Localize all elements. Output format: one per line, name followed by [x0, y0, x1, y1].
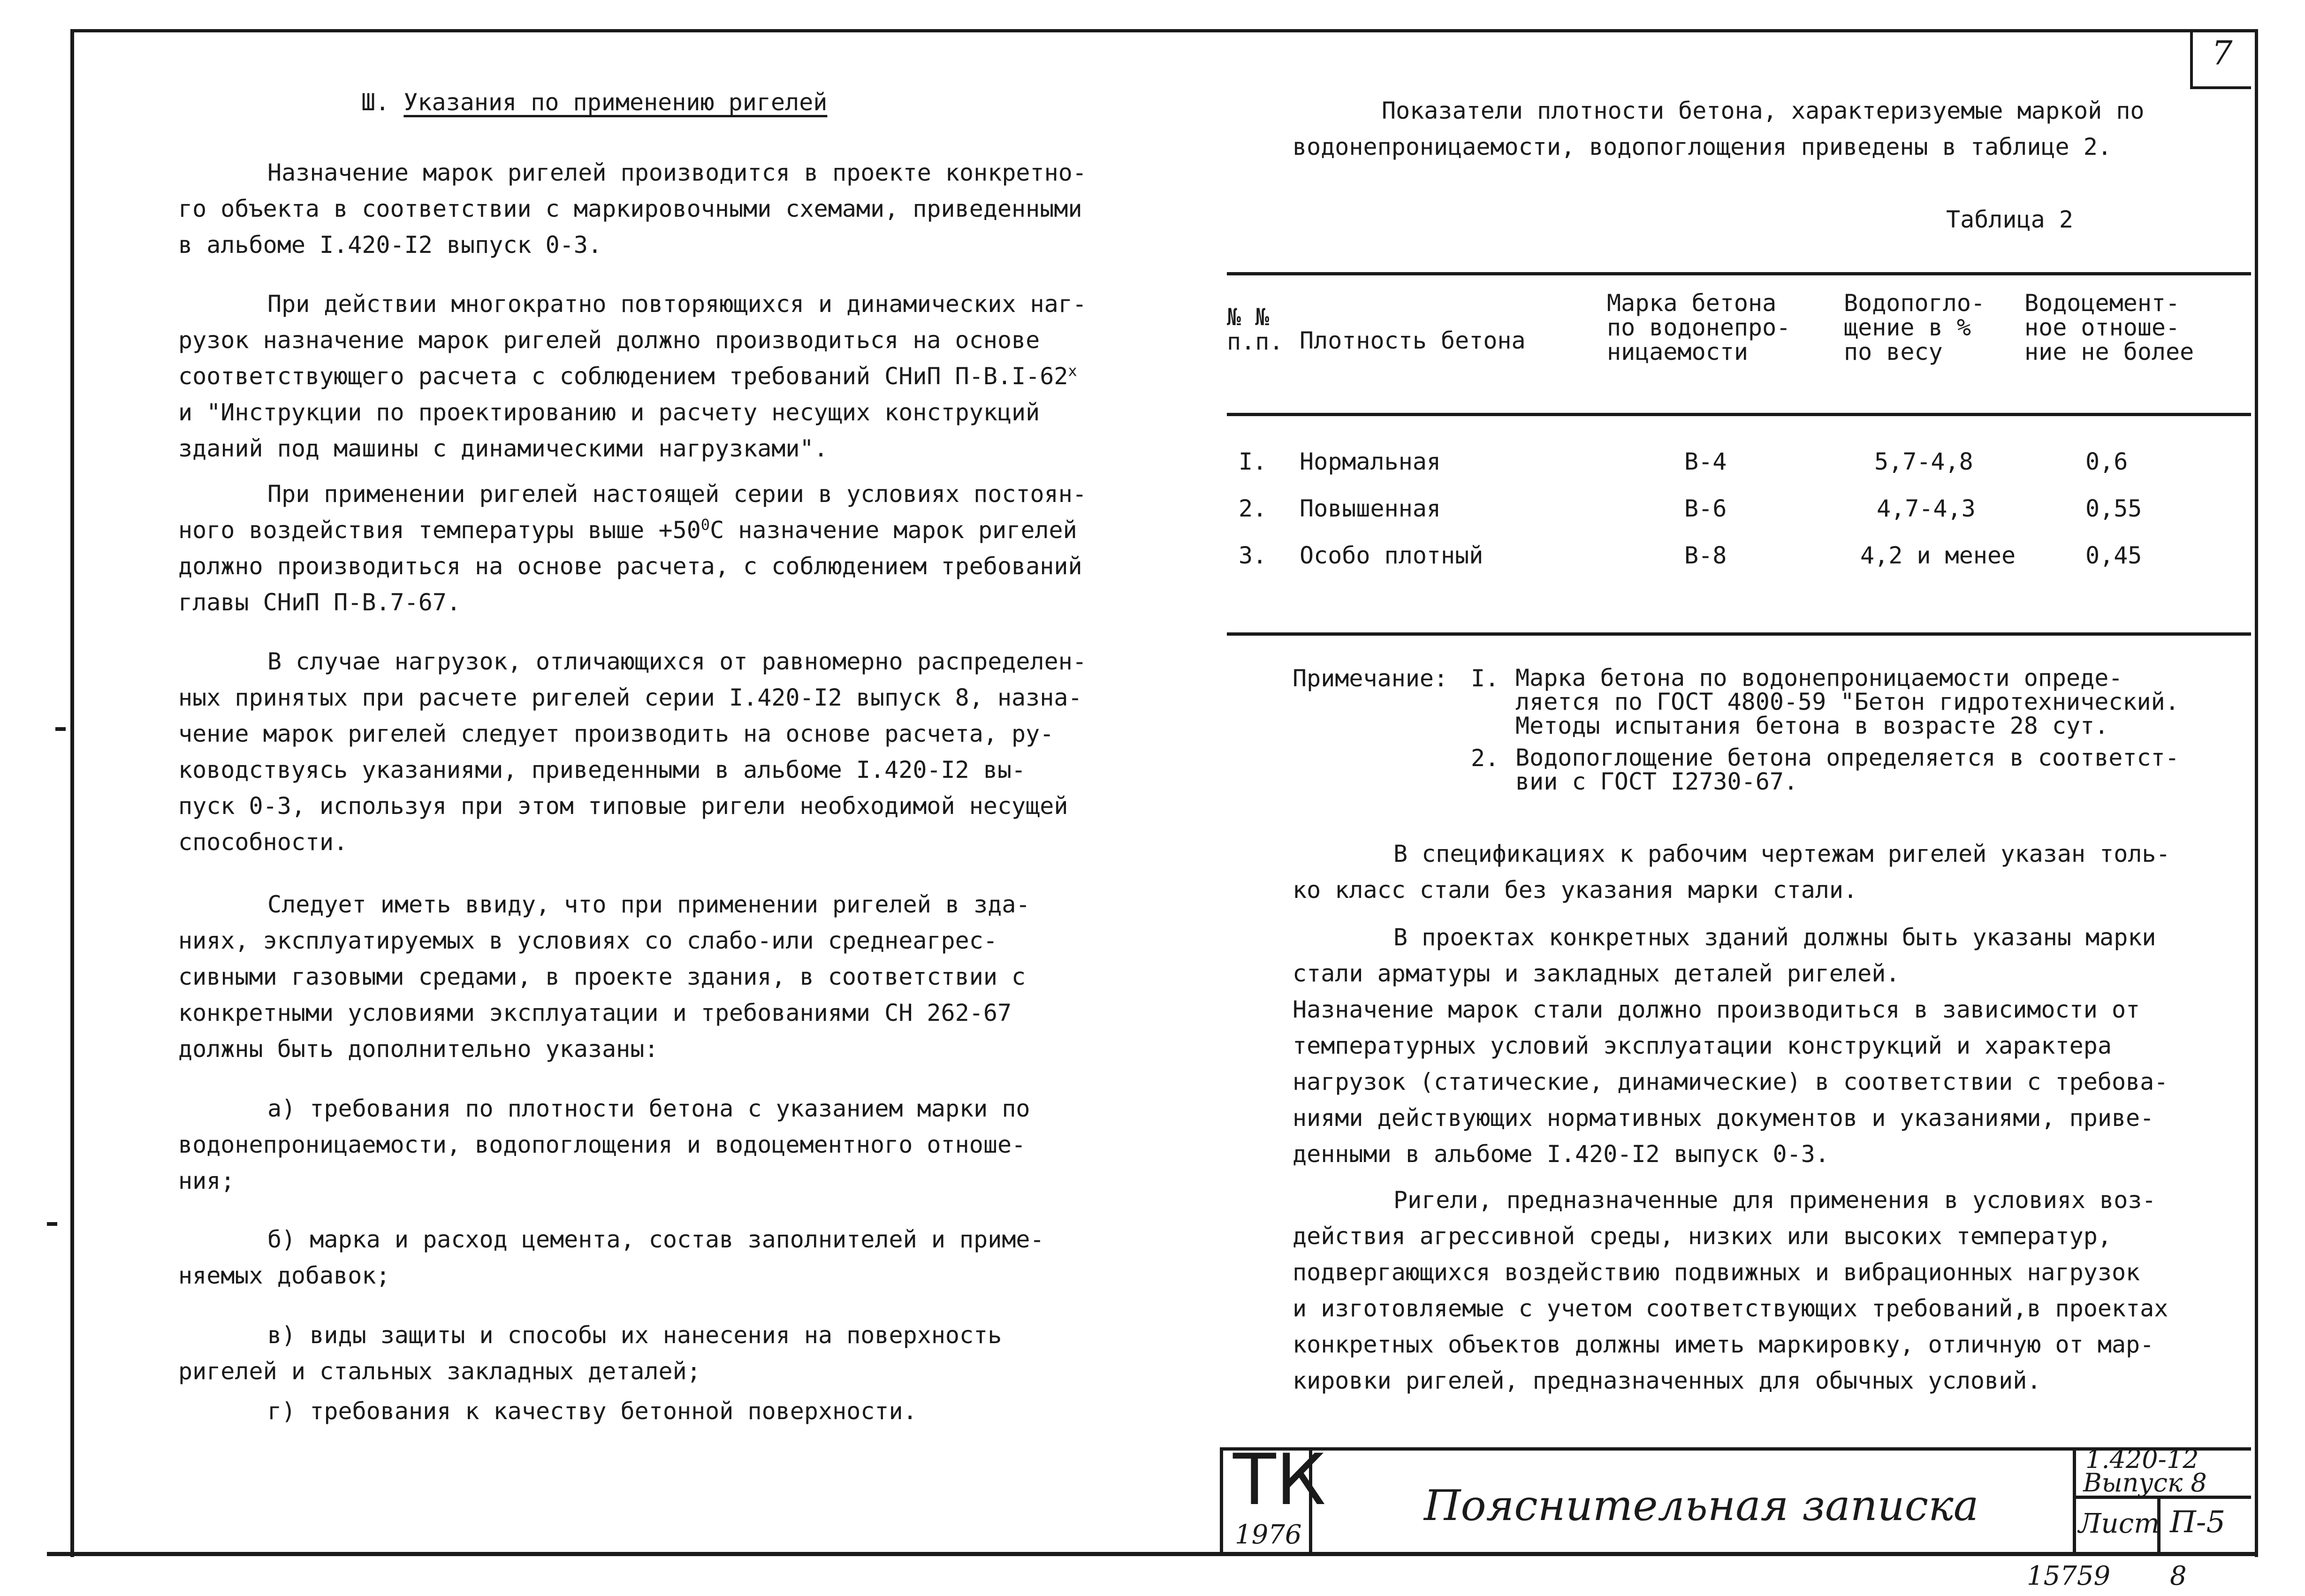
text-line: Следует иметь ввиду, что при применении ригелей в зда- [267, 891, 1030, 918]
text-line: ководствуясь указаниями, приведенными в альбоме I.420-I2 вы- [178, 756, 1026, 783]
cell-num: I. [1239, 448, 1267, 475]
paragraph-marking [178, 155, 1087, 263]
note-2: Водопоглощение бетона определяется в соответст- вии с ГОСТ I2730-67. [1515, 744, 2179, 795]
list-item-v [178, 1317, 1002, 1390]
paragraph-special-girders [1293, 1182, 2168, 1399]
text-line: а) требования по плотности бетона с указанием марки по [267, 1095, 1030, 1122]
text-line: в альбоме I.420-I2 выпуск 0-3. [178, 231, 602, 258]
text-line: конкретных объектов должны иметь маркировку, отличную от мар- [1293, 1331, 2154, 1358]
text-line: ниями действующих нормативных документов и указаниями, приве- [1293, 1104, 2154, 1132]
text-line: Показатели плотности бетона, характеризуемые маркой по [1382, 97, 2145, 124]
text-line: пуск 0-3, используя при этом типовые ригели необходимой несущей [178, 792, 1068, 820]
note-label: Примечание: [1293, 665, 1448, 692]
header-ratio: Водоцемент- ное отноше- ние не более [2024, 289, 2194, 365]
header-num: № № п.п. [1227, 304, 1284, 355]
paragraph-steel-grades [1293, 920, 2168, 1172]
text-line: При действии многократно повторяющихся и динамических наг- [267, 290, 1087, 318]
paragraph-dynamic-loads [178, 286, 1087, 467]
stamp-year: 1976 [1235, 1520, 1302, 1550]
series-number: 1.420-12 [2085, 1444, 2199, 1474]
text-line: няемых добавок; [178, 1262, 390, 1289]
cell-grade: В-8 [1684, 542, 1727, 569]
paragraph-specifications [1293, 836, 2170, 908]
list-item-g [178, 1393, 917, 1429]
text-line: В спецификациях к рабочим чертежам ригелей указан толь- [1393, 840, 2170, 867]
cell-num: 2. [1239, 495, 1267, 522]
cell-grade: В-6 [1684, 495, 1727, 522]
paragraph-aggressive-media [178, 887, 1030, 1067]
paragraph-temperature [178, 476, 1087, 621]
list-item-a [178, 1091, 1030, 1199]
margin-tick [55, 727, 66, 731]
cell-density: Особо плотный [1300, 542, 1483, 569]
table-header-rule [1227, 413, 2251, 416]
note-1: Марка бетона по водонепроницаемости опреде- ляется по ГОСТ 4800-59 "Бетон гидротехнический. Методы испытания бетона в возрасте 28 сут. [1515, 664, 2179, 739]
text-line: водонепроницаемости, водопоглощения и водоцементного отноше- [178, 1131, 1026, 1158]
text-line: должно производиться на основе расчета, с соблюдением требований [178, 553, 1082, 580]
text-line: и изготовляемые с учетом соответствующих требований,в проектах [1293, 1295, 2168, 1322]
paragraph-nonuniform-loads [178, 644, 1087, 860]
text-line: рузок назначение марок ригелей должно производиться на основе [178, 327, 1040, 354]
logo: ТК [1233, 1439, 1326, 1521]
text-line: г) требования к качеству бетонной поверхности. [267, 1398, 917, 1425]
text-line: нагрузок (статические, динамические) в соответствии с требова- [1293, 1068, 2168, 1095]
text-line: денными в альбоме I.420-I2 выпуск 0-3. [1293, 1140, 1829, 1168]
text-line: действия агрессивной среды, низких или высоких температур, [1293, 1223, 2112, 1250]
text-line: б) марка и расход цемента, состав заполнителей и приме- [267, 1226, 1044, 1253]
text-line: в) виды защиты и способы их нанесения на поверхность [267, 1322, 1002, 1349]
text-line: должны быть дополнительно указаны: [178, 1035, 659, 1063]
text-line: главы СНиП П-В.7-67. [178, 589, 461, 616]
cell-grade: В-4 [1684, 448, 1727, 475]
cell-ratio: 0,55 [2085, 495, 2142, 522]
text-line: го объекта в соответствии с маркировочными схемами, приведенными [178, 195, 1082, 222]
text-line: соответствующего расчета с соблюдением требований СНиП П-В.I-62$^x$ [178, 362, 1077, 390]
text-line: Назначение марок ригелей производится в проекте конкретно- [267, 159, 1087, 186]
table-bottom-rule [1227, 632, 2251, 636]
text-line: В проектах конкретных зданий должны быть указаны марки [1393, 924, 2156, 951]
section-heading [361, 84, 827, 121]
text-line: Назначение марок стали должно производиться в зависимости от [1293, 996, 2140, 1023]
sheet-number: 7 [2212, 34, 2233, 72]
text-line: ко класс стали без указания марки стали. [1293, 876, 1858, 904]
sheet-code: П-5 [2170, 1505, 2226, 1540]
text-line: ригелей и стальных закладных деталей; [178, 1358, 701, 1385]
note-number: 2. [1471, 745, 1499, 772]
text-line: водонепроницаемости, водопоглощения приведены в таблице 2. [1293, 133, 2112, 160]
header-density: Плотность бетона [1300, 327, 1526, 354]
text-line: подвергающихся воздействию подвижных и вибрационных нагрузок [1293, 1259, 2140, 1286]
series-divider-line [2073, 1447, 2076, 1554]
text-line: При применении ригелей настоящей серии в условиях постоян- [267, 480, 1087, 508]
text-line: и "Инструкции по проектированию и расчету несущих конструкций [178, 399, 1040, 426]
margin-tick [47, 1222, 57, 1226]
section-number: Ш. [361, 89, 390, 116]
text-line: температурных условий эксплуатации конструкций и характера [1293, 1032, 2112, 1059]
cell-ratio: 0,45 [2085, 542, 2142, 569]
cell-absorption: 5,7-4,8 [1874, 448, 1973, 475]
text-line: чение марок ригелей следует производить на основе расчета, ру- [178, 720, 1054, 747]
text-line: сивными газовыми средами, в проекте здания, в соответствии с [178, 963, 1026, 990]
page-number: 8 [2170, 1561, 2187, 1591]
cell-absorption: 4,7-4,3 [1877, 495, 1976, 522]
text-line: ниях, эксплуатируемых в условиях со слабо-или среднеагрес- [178, 927, 997, 954]
issue-number: Выпуск 8 [2083, 1468, 2207, 1497]
cell-num: 3. [1239, 542, 1267, 569]
text-line: ния; [178, 1167, 235, 1194]
text-line: зданий под машины с динамическими нагрузками". [178, 435, 828, 462]
text-line: ных принятых при расчете ригелей серии I.420-I2 выпуск 8, назна- [178, 684, 1082, 711]
section-title: Указания по применению ригелей [403, 89, 828, 116]
text-line: ного воздействия температуры выше $+50^0С$ назначение марок ригелей [178, 516, 1077, 544]
header-absorption: Водопогло- щение в % по весу [1844, 289, 1985, 365]
text-line: стали арматуры и закладных деталей ригелей. [1293, 960, 1900, 987]
header-grade: Марка бетона по водонепро- ницаемости [1607, 289, 1791, 365]
table-caption: Таблица 2 [1946, 206, 2073, 233]
cell-ratio: 0,6 [2085, 448, 2128, 475]
bottom-border-line [47, 1552, 2257, 1556]
cell-absorption: 4,2 и менее [1860, 542, 2016, 569]
cell-density: Повышенная [1300, 495, 1441, 522]
text-line: способности. [178, 828, 348, 856]
text-line: кировки ригелей, предназначенных для обычных условий. [1293, 1367, 2041, 1394]
list-item-b [178, 1222, 1044, 1294]
table-top-rule [1227, 272, 2251, 275]
sheet-label: Лист [2078, 1507, 2160, 1539]
note-number: I. [1471, 665, 1499, 692]
document-title: Пояснительная записка [1424, 1481, 1979, 1530]
title-block-left-line [1220, 1447, 1223, 1554]
text-line: конкретными условиями эксплуатации и требованиями СН 262-67 [178, 999, 1012, 1026]
table-intro [1293, 93, 2145, 165]
inventory-number: 15759 [2027, 1561, 2111, 1591]
cell-density: Нормальная [1300, 448, 1441, 475]
text-line: Ригели, предназначенные для применения в условиях воз- [1393, 1186, 2156, 1214]
text-line: В случае нагрузок, отличающихся от равномерно распределен- [267, 648, 1087, 675]
sheet-number-box [2190, 29, 2251, 89]
